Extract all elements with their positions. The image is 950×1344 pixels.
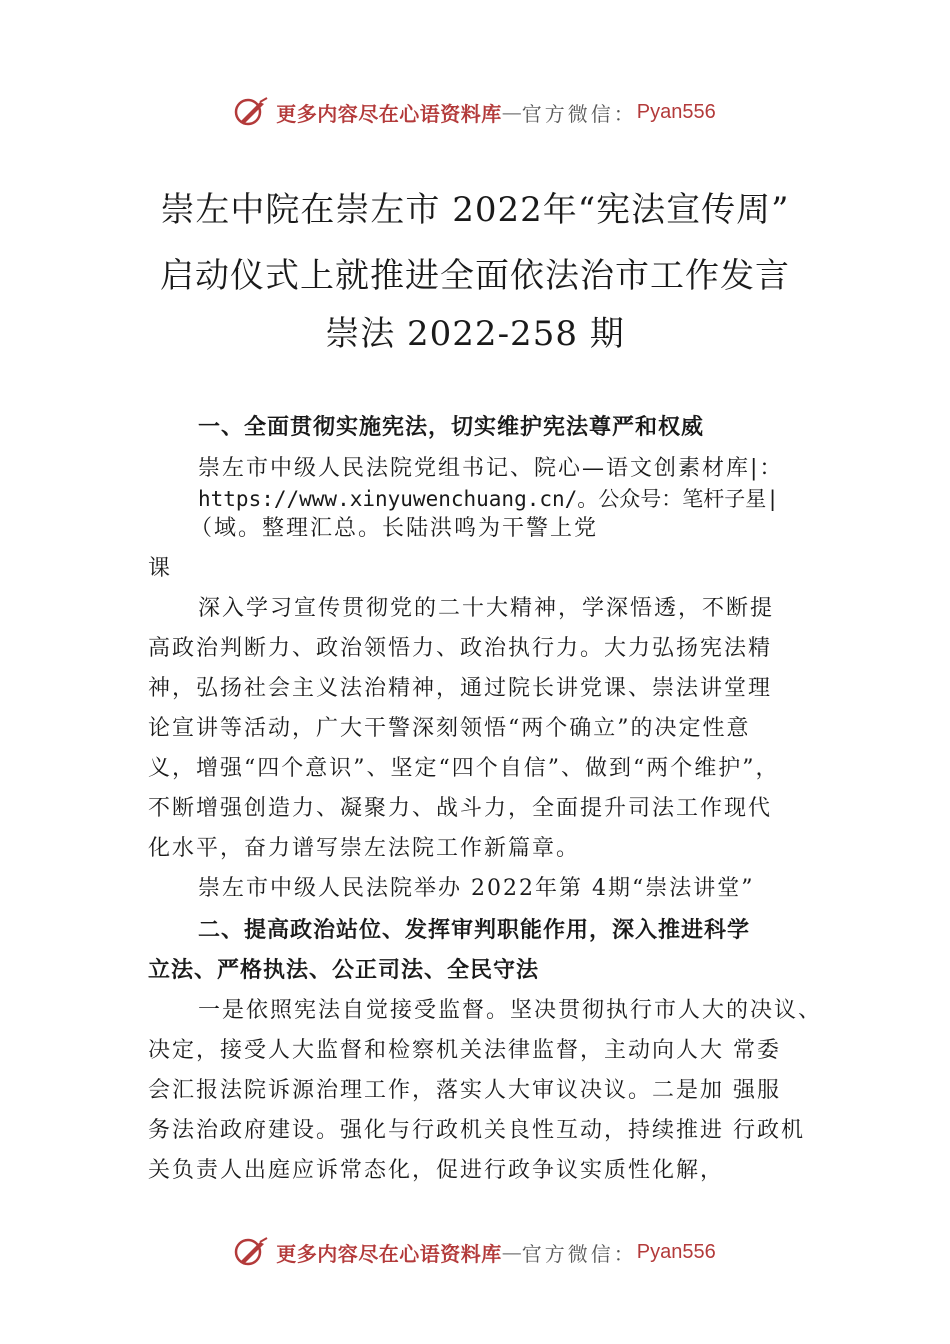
paragraph-line: 课: [148, 556, 173, 581]
paragraph-line: 关负责人出庭应诉常态化，促进行政争议实质性化解，: [148, 1158, 725, 1183]
banner-wechat-label: 官方微信：: [521, 101, 637, 126]
footer-banner: [0, 1236, 950, 1268]
banner-wechat-id: Pyan556: [636, 1240, 716, 1263]
banner-wechat-id: Pyan556: [636, 100, 716, 123]
banner-brand-text: 更多内容尽在心语资料库: [276, 101, 502, 126]
paragraph-line: （域。整理汇总。长陆洪鸣为干警上党: [190, 516, 599, 541]
paragraph-line: 化水平，奋力谱写崇左法院工作新篇章。: [148, 836, 581, 861]
paragraph-line: 会汇报法院诉源治理工作，落实人大审议决议。二是加 强服: [148, 1078, 781, 1103]
document-title-line-1: 崇左中院在崇左市 2022年“宪法宣传周”: [160, 190, 790, 230]
paragraph-line: 论宣讲等活动，广大干警深刻领悟“两个确立”的决定性意: [148, 716, 751, 741]
document-title-line-3: 崇法 2022-258 期: [325, 314, 625, 354]
pen-circle-logo-icon: [234, 96, 270, 128]
paragraph-line: 崇左市中级人民法院举办 2022年第 4期“崇法讲堂”: [198, 876, 755, 901]
pen-circle-logo-icon: [234, 1236, 270, 1268]
paragraph-line: 务法治政府建设。强化与行政机关良性互动，持续推进 行政机: [148, 1118, 805, 1143]
section-heading-1: 一、全面贯彻实施宪法，切实维护宪法尊严和权威: [198, 415, 705, 440]
document-title-line-2: 启动仪式上就推进全面依法治市工作发言: [160, 256, 790, 296]
banner-dash: —: [501, 100, 522, 124]
section-heading-2-cont: 立法、严格执法、公正司法、全民守法: [148, 958, 540, 983]
paragraph-line: 义，增强“四个意识”、坚定“四个自信”、做到“两个维护”，: [148, 756, 780, 781]
paragraph-line: 深入学习宣传贯彻党的二十大精神，学深悟透，不断提: [198, 596, 775, 621]
paragraph-line: 不断增强创造力、凝聚力、战斗力，全面提升司法工作现代: [148, 796, 773, 821]
paragraph-line: 一是依照宪法自觉接受监督。坚决贯彻执行市人大的决议、: [198, 998, 823, 1023]
header-banner: [0, 96, 950, 128]
banner-wechat-label: 官方微信：: [521, 1241, 637, 1266]
paragraph-line: 神，弘扬社会主义法治精神，通过院长讲党课、崇法讲堂理: [148, 676, 773, 701]
paragraph-line: https://www.xinyuwenchuang.cn/。公众号：笔杆子星|: [198, 487, 779, 511]
paragraph-line: 决定，接受人大监督和检察机关法律监督，主动向人大 常委: [148, 1038, 781, 1063]
paragraph-line: 高政治判断力、政治领悟力、政治执行力。大力弘扬宪法精: [148, 636, 773, 661]
section-heading-2: 二、提高政治站位、发挥审判职能作用，深入推进科学: [198, 918, 751, 943]
banner-brand-text: 更多内容尽在心语资料库: [276, 1241, 502, 1266]
banner-dash: —: [501, 1240, 522, 1264]
paragraph-line: 崇左市中级人民法院党组书记、院心—语文创素材库|：: [198, 456, 784, 481]
